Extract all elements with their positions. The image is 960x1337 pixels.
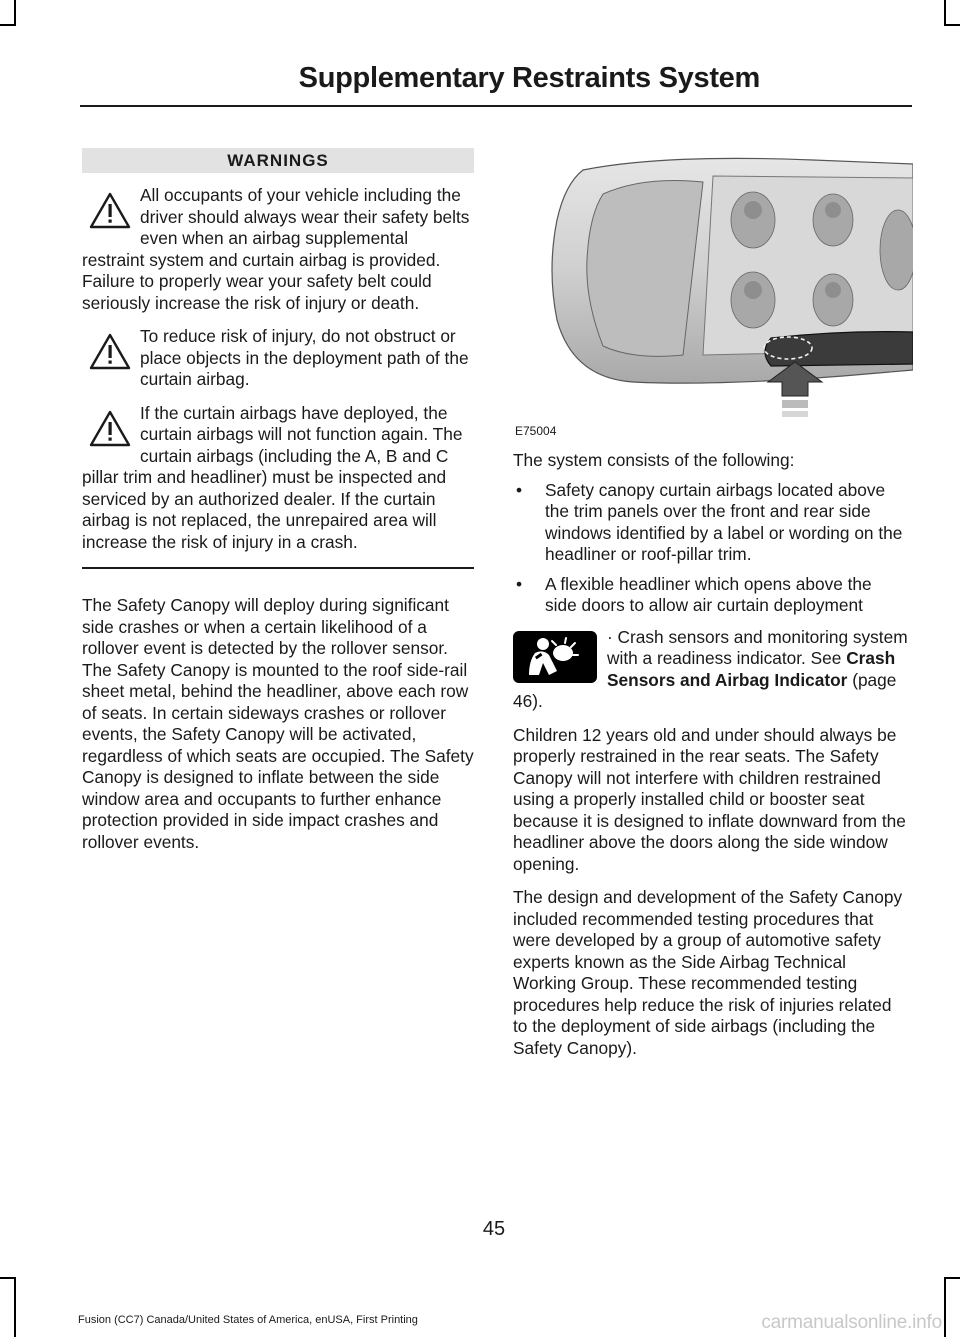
bullet: •	[516, 573, 523, 594]
warnings-end-divider	[82, 567, 474, 569]
page-title: Supplementary Restraints System	[298, 62, 760, 94]
warnings-banner: WARNINGS	[82, 148, 474, 173]
header-divider	[80, 105, 912, 107]
list-item	[513, 480, 908, 566]
vehicle-safety-canopy-illustration	[513, 150, 913, 420]
warning-triangle-icon	[88, 191, 132, 231]
footer-text: Fusion (CC7) Canada/United States of America, enUSA, First Printing	[78, 1314, 418, 1326]
left-column	[82, 148, 474, 853]
children-paragraph: Children 12 years old and under should always be properly restrained in the rear seats. The Safety Canopy will not interfere with children restrained using a properly installed child or booster seat because it is designed to inflate downward from the headliner above the doors along the side window opening.	[513, 724, 906, 874]
crop-mark	[14, 0, 16, 26]
page-reference: (page 46).	[513, 669, 897, 711]
watermark: carmanualsonline.info	[761, 1312, 942, 1333]
warning-text: All occupants of your vehicle including the driver should always wear their safety belts even when an airbag supplemental restraint system and curtain airbag is provided. Failure to properly wear your safety belt could seriously increase the risk of injury or death.	[82, 185, 470, 313]
airbag-warning-icon	[513, 631, 597, 683]
system-parts-list	[513, 480, 908, 617]
warning-item	[82, 185, 474, 314]
sensor-text: · Crash sensors and monitoring system with a readiness indicator. See	[607, 626, 908, 668]
crop-mark	[944, 1277, 946, 1337]
testing-paragraph: The design and development of the Safety Canopy included recommended testing procedures that were developed by a group of automotive safety experts known as the Side Airbag Technical Working Group. These recommended testing procedures help reduce the risk of injuries related to the deployment of side airbags (including the Safety Canopy).	[513, 887, 903, 1058]
warning-text: To reduce risk of injury, do not obstruct or place objects in the deployment path of the curtain airbag.	[140, 326, 469, 389]
list-item-text: Safety canopy curtain airbags located above the trim panels over the front and rear side windows identified by a label or wording on the headliner or roof-pillar trim.	[545, 479, 903, 564]
list-item-text: A flexible headliner which opens above the side doors to allow air curtain deployment	[545, 573, 872, 615]
right-column	[513, 150, 908, 1059]
crop-mark	[14, 1277, 16, 1337]
system-intro: The system consists of the following:	[513, 450, 795, 470]
warning-item	[82, 326, 474, 391]
bullet: •	[516, 479, 523, 500]
list-item	[513, 574, 908, 617]
crop-mark	[0, 24, 16, 26]
safety-canopy-paragraph: The Safety Canopy will deploy during significant side crashes or when a certain likelihood of a rollover event is detected by the rollover sensor. The Safety Canopy is mounted to the roof side-rail sheet metal, behind the headliner, above each row of seats. In certain sideways crashes or rollover events, the Safety Canopy will be activated, regardless of which seats are occupied. The Safety Canopy is designed to inflate between the side window area and occupants to further enhance protection provided in side impact crashes and rollover events.	[82, 595, 474, 852]
cross-reference-link[interactable]: Crash Sensors and Airbag Indicator	[607, 648, 896, 690]
vehicle-figure	[513, 150, 913, 438]
crop-mark	[0, 1277, 16, 1279]
crop-mark	[944, 0, 946, 26]
warning-text: If the curtain airbags have deployed, the curtain airbags will not function again. The curtain airbags (including the A, B and C pillar trim and headliner) must be inspected and serviced by an authorized dealer. If the curtain airbag is not replaced, the unrepaired area will increase the risk of injury in a crash.	[82, 402, 463, 552]
warning-triangle-icon	[88, 332, 132, 372]
crash-sensor-item	[513, 627, 908, 713]
warning-triangle-icon	[88, 409, 132, 449]
page-number: 45	[482, 1218, 506, 1240]
warning-item	[82, 403, 474, 554]
figure-code: E75004	[515, 424, 557, 438]
crop-mark	[944, 1277, 960, 1279]
crop-mark	[944, 24, 960, 26]
